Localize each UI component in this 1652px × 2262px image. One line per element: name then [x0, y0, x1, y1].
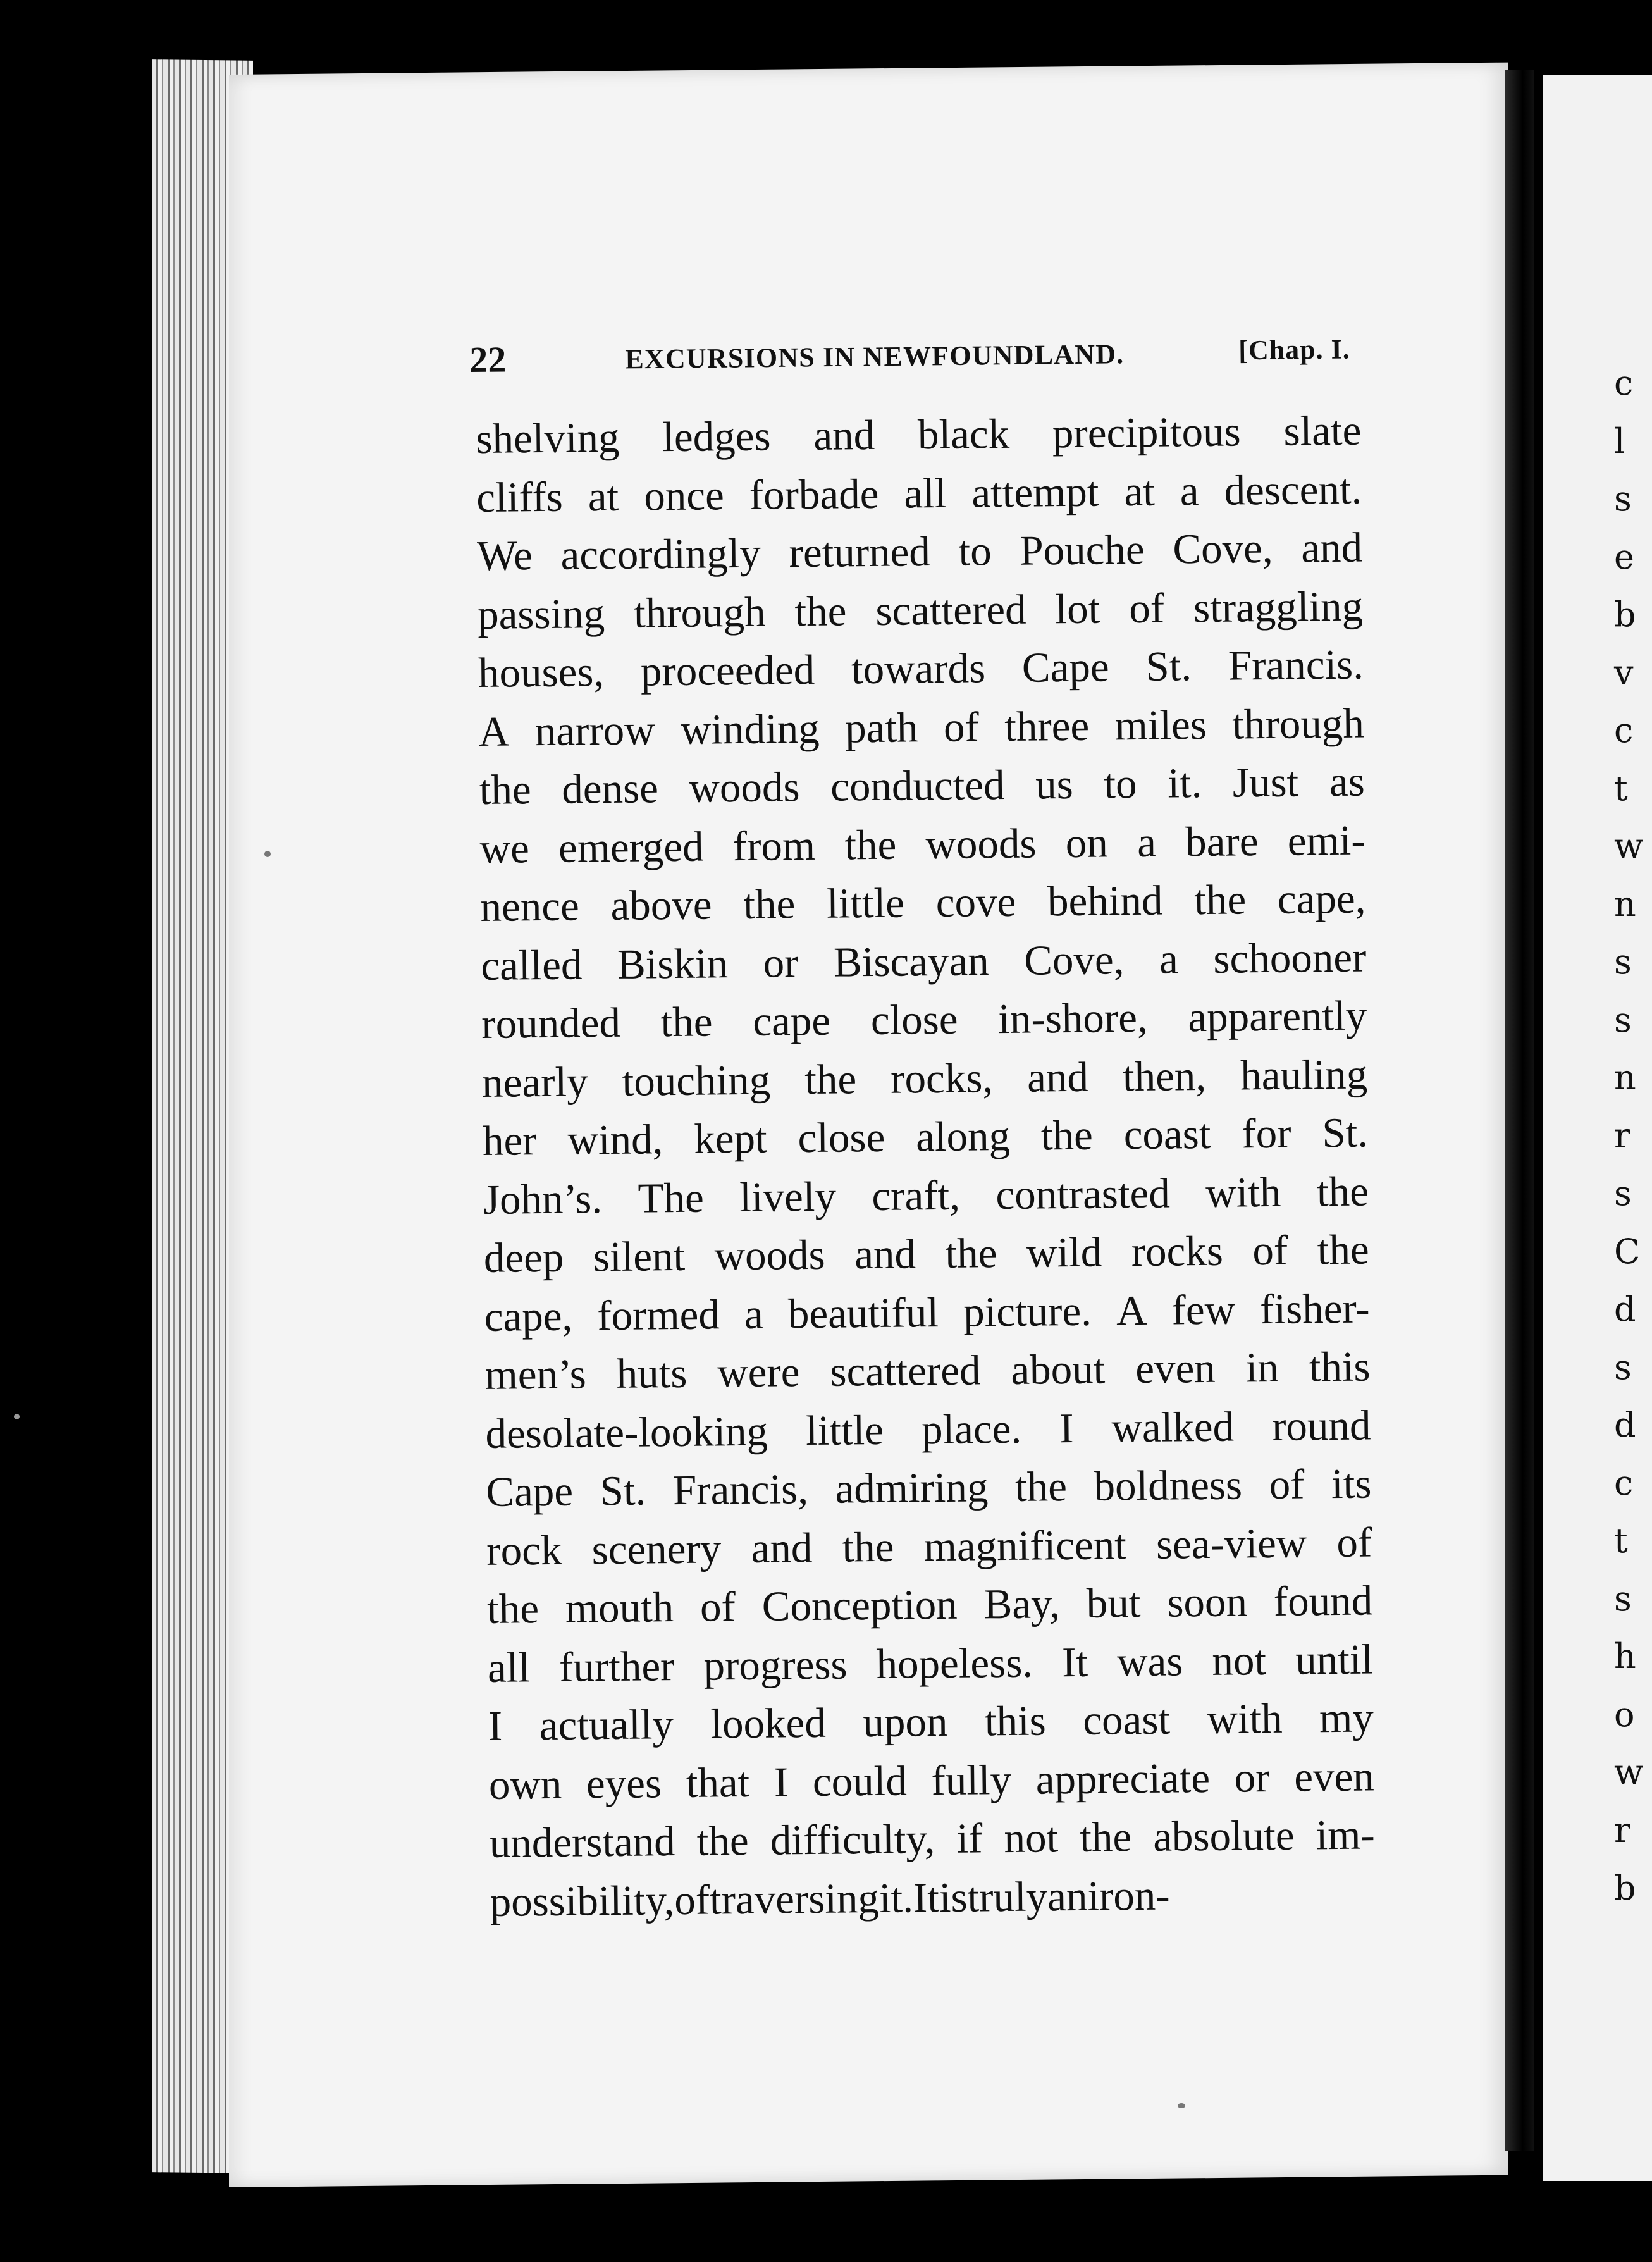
- text-word: through: [633, 588, 766, 637]
- text-word: all: [904, 469, 947, 517]
- text-word: with: [1207, 1695, 1283, 1743]
- text-word: or: [763, 939, 799, 987]
- text-word: its: [1331, 1460, 1372, 1508]
- text-word: St.: [1145, 643, 1192, 690]
- text-word: cape,: [484, 1292, 573, 1340]
- text-word: precipitous: [1052, 408, 1242, 457]
- text-line: [478, 694, 1364, 761]
- text-word: passing: [477, 590, 605, 638]
- text-word: own: [488, 1760, 562, 1808]
- text-word: of: [1252, 1227, 1288, 1275]
- text-word: Pouche: [1020, 526, 1145, 574]
- text-word: nence: [480, 882, 580, 930]
- text-word: the: [479, 766, 531, 813]
- text-word: houses,: [478, 648, 605, 696]
- text-word: from: [732, 822, 816, 870]
- text-word: even: [1135, 1344, 1216, 1393]
- text-word: St.: [600, 1467, 646, 1515]
- next-page-fragment: n: [1614, 884, 1636, 924]
- text-word: in: [1245, 1344, 1279, 1392]
- text-word: it.: [1167, 760, 1202, 807]
- text-word: or: [1234, 1753, 1270, 1802]
- text-word: the: [794, 587, 847, 635]
- text-word: contrasted: [996, 1170, 1171, 1218]
- text-line: [485, 1396, 1371, 1463]
- text-word: is: [939, 1874, 968, 1921]
- text-line: [481, 987, 1367, 1054]
- text-word: A: [1116, 1287, 1147, 1334]
- text-word: could: [812, 1757, 908, 1805]
- text-word: descent.: [1224, 466, 1362, 514]
- next-page-fragment: w: [1614, 1752, 1644, 1792]
- text-word: and: [751, 1524, 813, 1572]
- text-word: upon: [863, 1698, 948, 1746]
- text-word: her: [482, 1117, 538, 1165]
- text-line: [484, 1337, 1371, 1404]
- text-word: iron-: [1087, 1872, 1170, 1920]
- body-text: [476, 402, 1376, 1931]
- text-word: a: [1137, 819, 1157, 866]
- next-page-fragment: s: [1614, 942, 1632, 982]
- text-word: We: [476, 532, 533, 579]
- text-word: further: [558, 1642, 675, 1691]
- text-word: mouth: [565, 1584, 674, 1632]
- text-word: found: [1273, 1577, 1373, 1625]
- text-word: woods: [689, 763, 800, 812]
- text-word: at: [1124, 467, 1156, 515]
- next-page-fragment: d: [1614, 1289, 1636, 1329]
- text-word: proceeded: [640, 646, 815, 695]
- text-word: little: [805, 1406, 884, 1454]
- text-word: scattered: [830, 1347, 981, 1395]
- text-word: fisher-: [1259, 1284, 1371, 1333]
- next-page-fragment: l: [1614, 421, 1625, 461]
- text-word: the: [945, 1230, 997, 1277]
- text-word: hopeless.: [876, 1639, 1033, 1688]
- text-word: miles: [1114, 701, 1207, 749]
- next-page-fragment: t: [1614, 1521, 1628, 1561]
- text-word: progress: [703, 1640, 848, 1690]
- text-word: of: [943, 703, 980, 751]
- text-word: schooner: [1213, 934, 1367, 982]
- text-line: [483, 1162, 1369, 1229]
- text-word: admiring: [835, 1464, 989, 1512]
- text-word: even: [1293, 1752, 1375, 1801]
- text-word: but: [1086, 1579, 1141, 1627]
- text-line: [487, 1571, 1373, 1638]
- text-word: returned: [789, 528, 931, 577]
- text-word: scattered: [875, 586, 1026, 634]
- text-word: Cove,: [1023, 936, 1125, 984]
- text-word: if: [956, 1815, 983, 1862]
- text-line: [480, 870, 1366, 937]
- text-word: It: [913, 1874, 940, 1921]
- text-word: in-shore,: [997, 994, 1149, 1043]
- next-page-fragment: c: [1614, 1462, 1634, 1503]
- text-word: behind: [1047, 877, 1163, 925]
- page-number: 22: [469, 338, 507, 380]
- text-word: emerged: [558, 823, 704, 872]
- text-word: then,: [1122, 1052, 1207, 1100]
- text-word: narrow: [534, 706, 655, 755]
- text-word: were: [717, 1349, 800, 1397]
- text-word: magnificent: [923, 1521, 1127, 1570]
- text-word: was: [1116, 1637, 1183, 1685]
- text-line: [488, 1747, 1374, 1814]
- text-word: picture.: [963, 1287, 1092, 1336]
- next-page-fragments: [1614, 354, 1643, 1917]
- text-word: on: [1065, 819, 1109, 867]
- text-word: formed: [597, 1290, 720, 1339]
- text-word: cove: [935, 878, 1016, 927]
- next-page-fragment: c: [1614, 710, 1634, 750]
- text-word: few: [1171, 1286, 1236, 1333]
- text-word: of: [1269, 1461, 1305, 1509]
- text-word: winding: [680, 705, 820, 753]
- text-word: the: [1079, 1814, 1132, 1861]
- text-word: craft,: [872, 1171, 961, 1220]
- text-word: at: [588, 473, 619, 520]
- text-word: this: [984, 1697, 1047, 1745]
- text-word: looked: [710, 1699, 827, 1748]
- next-page-fragment: b: [1614, 1868, 1636, 1908]
- scan-speck: [14, 1414, 20, 1419]
- text-word: bare: [1185, 817, 1259, 865]
- text-word: through: [1231, 700, 1365, 748]
- text-line: [479, 753, 1365, 820]
- text-word: the: [1014, 1463, 1068, 1511]
- next-page-fragment: v: [1614, 652, 1634, 693]
- text-word: shelving: [476, 414, 620, 462]
- next-page-fragment: r: [1614, 1810, 1630, 1850]
- text-word: a: [1159, 935, 1179, 983]
- text-word: and: [854, 1230, 916, 1278]
- next-page-fragment: r: [1614, 1115, 1630, 1156]
- text-word: Cape: [486, 1468, 574, 1516]
- next-page-fragment: w: [1614, 826, 1644, 866]
- text-word: I: [774, 1758, 789, 1806]
- text-word: close: [798, 1113, 885, 1162]
- text-word: three: [1004, 702, 1090, 750]
- text-line: [483, 1221, 1369, 1288]
- text-line: [488, 1688, 1374, 1755]
- next-page-fragment: c: [1614, 363, 1634, 403]
- text-word: the: [1193, 876, 1247, 924]
- text-word: the: [804, 1055, 857, 1103]
- text-word: Francis,: [672, 1466, 809, 1514]
- text-line: [482, 1045, 1368, 1112]
- text-line: [483, 1104, 1369, 1171]
- text-word: ledges: [662, 412, 771, 461]
- text-word: not: [1004, 1814, 1059, 1862]
- text-word: slate: [1283, 407, 1362, 455]
- next-page-fragment: t: [1614, 768, 1628, 808]
- text-word: soon: [1166, 1578, 1248, 1626]
- scan-speck: [1178, 2103, 1185, 2108]
- text-word: and: [1026, 1053, 1089, 1101]
- next-page-fragment: C: [1614, 1231, 1641, 1271]
- next-page-fragment: n: [1614, 1058, 1636, 1097]
- scan-speck: [264, 851, 271, 857]
- text-word: us: [1035, 760, 1074, 808]
- text-word: the: [1316, 1168, 1369, 1215]
- text-word: St.: [1322, 1109, 1369, 1157]
- text-word: cape,: [1277, 875, 1366, 923]
- text-word: Biskin: [617, 939, 729, 988]
- text-word: wild: [1026, 1228, 1102, 1276]
- text-word: an: [1047, 1872, 1088, 1920]
- text-word: little: [826, 879, 905, 927]
- text-word: Bay,: [983, 1580, 1061, 1628]
- next-page-fragment: b: [1614, 595, 1636, 634]
- text-word: John’s.: [483, 1175, 603, 1223]
- text-word: rocks,: [890, 1054, 994, 1103]
- text-word: with: [1205, 1168, 1281, 1216]
- text-word: im-: [1316, 1811, 1376, 1859]
- text-word: rocks: [1131, 1227, 1224, 1276]
- text-word: kept: [693, 1115, 767, 1163]
- text-word: this: [1309, 1343, 1371, 1391]
- text-word: Biscayan: [833, 937, 989, 986]
- text-word: wind,: [567, 1116, 663, 1164]
- text-word: coast: [1123, 1110, 1211, 1159]
- text-word: fully: [931, 1756, 1012, 1804]
- text-word: the: [660, 998, 713, 1046]
- text-line: [486, 1454, 1372, 1521]
- text-word: apparently: [1188, 992, 1367, 1041]
- running-title: EXCURSIONS IN NEWFOUNDLAND.: [625, 338, 1125, 375]
- text-word: scenery: [591, 1524, 722, 1573]
- text-word: nearly: [481, 1058, 588, 1106]
- text-word: once: [643, 471, 725, 519]
- next-page-fragment: h: [1614, 1636, 1636, 1676]
- next-page-fragment: s: [1614, 1173, 1632, 1213]
- text-word: forbade: [749, 470, 879, 519]
- text-word: silent: [593, 1232, 686, 1281]
- text-line: [476, 460, 1362, 527]
- text-word: of: [1336, 1518, 1372, 1566]
- text-line: [486, 1513, 1372, 1580]
- text-word: and: [813, 411, 875, 459]
- text-word: the: [844, 821, 897, 868]
- text-word: about: [1011, 1345, 1106, 1394]
- text-word: actually: [539, 1701, 674, 1750]
- text-word: to: [958, 528, 992, 575]
- text-line: [476, 402, 1362, 469]
- next-page-fragment: s: [1614, 999, 1632, 1040]
- text-word: the: [743, 881, 796, 928]
- text-word: I: [488, 1702, 503, 1750]
- text-word: A: [478, 708, 510, 755]
- text-word: Cove,: [1173, 524, 1273, 573]
- next-page-fragment: d: [1614, 1405, 1636, 1445]
- text-word: Conception: [761, 1581, 958, 1630]
- next-page-fragment: e: [1614, 536, 1634, 577]
- text-line: [479, 811, 1365, 878]
- text-word: the: [696, 1817, 749, 1865]
- text-word: of: [1128, 584, 1165, 632]
- text-word: not: [1212, 1636, 1267, 1684]
- text-word: boldness: [1094, 1461, 1243, 1510]
- text-word: as: [1329, 758, 1365, 806]
- text-word: the: [1040, 1111, 1094, 1159]
- text-word: of: [700, 1583, 736, 1631]
- text-word: cape: [752, 997, 831, 1045]
- text-word: and: [1300, 524, 1363, 572]
- text-word: my: [1319, 1694, 1374, 1742]
- text-line: [481, 928, 1367, 995]
- text-word: it.: [878, 1874, 914, 1922]
- text-word: difficulty,: [770, 1815, 935, 1864]
- text-word: appreciate: [1035, 1754, 1211, 1803]
- text-word: men’s: [484, 1350, 587, 1399]
- text-word: conducted: [830, 761, 1005, 810]
- text-word: touching: [622, 1056, 771, 1105]
- text-word: called: [481, 941, 583, 989]
- text-line: [478, 636, 1364, 703]
- text-word: The: [638, 1174, 705, 1222]
- text-word: along: [915, 1112, 1011, 1161]
- next-page-fragment: s: [1614, 1347, 1632, 1387]
- text-word: It: [1061, 1638, 1088, 1686]
- text-word: beautiful: [787, 1289, 939, 1337]
- text-word: a: [744, 1290, 764, 1338]
- text-word: rock: [486, 1526, 562, 1574]
- text-word: place.: [921, 1405, 1022, 1453]
- text-word: Just: [1232, 758, 1299, 807]
- text-word: lot: [1055, 585, 1100, 633]
- chapter-reference: [Chap. I.: [1238, 333, 1351, 366]
- text-word: the: [1317, 1226, 1370, 1274]
- text-word: for: [1241, 1109, 1291, 1158]
- text-word: I: [1059, 1404, 1074, 1452]
- text-word: until: [1295, 1635, 1374, 1684]
- text-word: woods: [714, 1231, 825, 1280]
- text-line: [490, 1864, 1376, 1931]
- text-word: understand: [489, 1818, 676, 1867]
- text-word: straggling: [1193, 583, 1364, 631]
- text-word: that: [686, 1758, 750, 1807]
- text-word: cliffs: [476, 473, 564, 521]
- text-line: [488, 1630, 1374, 1697]
- book-gutter: [1505, 70, 1534, 2151]
- text-word: Francis.: [1228, 641, 1364, 689]
- text-line: [489, 1805, 1375, 1872]
- text-word: walked: [1111, 1403, 1235, 1451]
- text-word: sea-view: [1156, 1519, 1307, 1568]
- text-word: black: [917, 410, 1010, 459]
- text-word: to: [1104, 760, 1137, 808]
- text-word: above: [610, 881, 712, 929]
- text-word: a: [1180, 467, 1199, 514]
- text-word: round: [1271, 1401, 1371, 1450]
- text-word: hauling: [1240, 1051, 1368, 1099]
- text-word: we: [479, 824, 530, 872]
- text-word: lively: [739, 1173, 837, 1221]
- text-line: [477, 519, 1363, 586]
- text-line: [484, 1279, 1370, 1346]
- text-word: coast: [1082, 1696, 1171, 1744]
- text-word: rounded: [481, 999, 621, 1048]
- text-word: accordingly: [560, 529, 761, 579]
- text-word: huts: [616, 1349, 687, 1397]
- text-word: attempt: [971, 468, 1099, 516]
- text-word: the: [486, 1585, 539, 1633]
- text-word: deep: [483, 1233, 564, 1282]
- text-word: woods: [925, 820, 1037, 868]
- text-word: the: [842, 1523, 894, 1571]
- next-page-fragment: s: [1614, 479, 1632, 519]
- text-word: desolate-looking: [485, 1407, 768, 1457]
- text-word: close: [870, 996, 958, 1044]
- text-word: dense: [561, 765, 659, 813]
- text-word: Cape: [1021, 643, 1109, 691]
- text-word: traversing: [709, 1874, 880, 1924]
- text-word: of: [674, 1876, 710, 1924]
- text-word: truly: [967, 1872, 1048, 1921]
- next-page-fragment: s: [1614, 1578, 1632, 1619]
- text-word: all: [487, 1643, 531, 1691]
- text-line: [478, 577, 1364, 644]
- text-word: absolute: [1152, 1812, 1295, 1860]
- text-word: possibility,: [490, 1876, 675, 1925]
- running-header: [469, 329, 1368, 383]
- text-word: eyes: [586, 1759, 662, 1807]
- text-word: path: [844, 703, 918, 751]
- next-page-fragment: o: [1614, 1694, 1635, 1734]
- text-word: towards: [851, 645, 986, 693]
- text-word: emi-: [1287, 817, 1365, 865]
